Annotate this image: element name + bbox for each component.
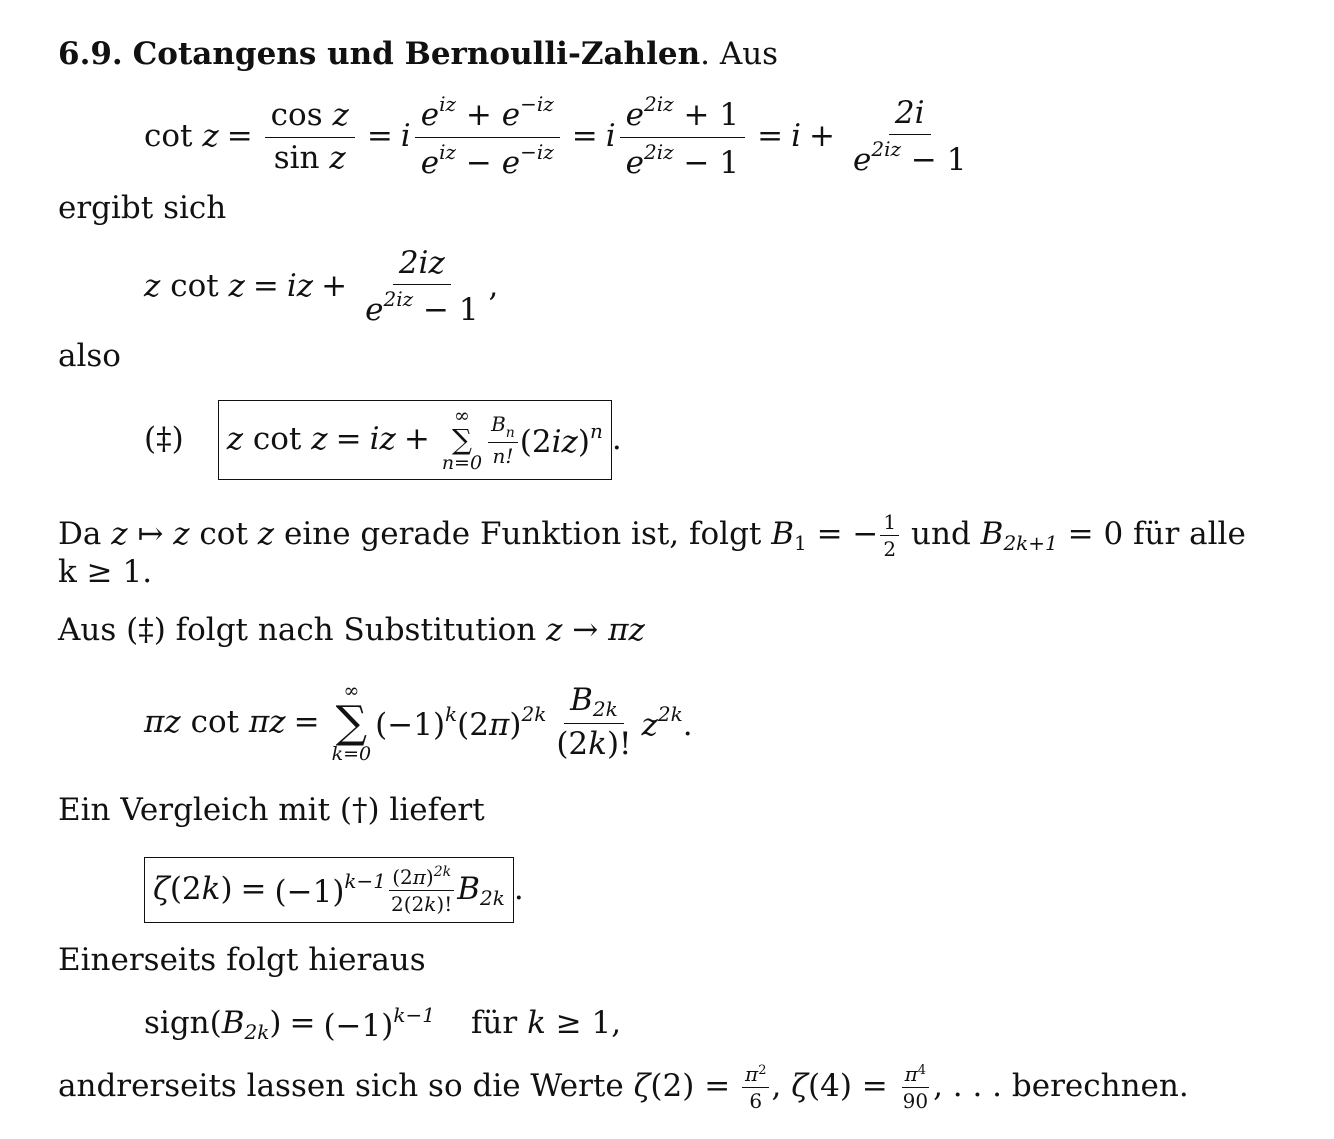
paragraph-comparison: Ein Vergleich mit (†) liefert	[58, 792, 485, 828]
paragraph-einerseits: Einerseits folgt hieraus	[58, 942, 426, 978]
eq1-lhs: cot z	[144, 118, 219, 155]
eq5-coeff: $\frac{(2\pi)^{2k}}{2(2k)!}$	[391, 864, 453, 916]
eq3-sum: ∞ ∑ n=0	[441, 405, 483, 474]
equation-z-cot-z: z cot z = iz + $\frac{2iz}{e^{2iz} - 1}$ ,	[144, 244, 499, 328]
section-number: 6.9.	[58, 36, 123, 72]
equation-zeta-2k: ζ(2k) = $(-1)^{k-1}$ $\frac{(2\pi)^{2k}}{2(2k)!}$ $B_{2k}$ .	[144, 852, 524, 928]
eq3-label: (‡)	[144, 421, 184, 458]
equation-sign: $sign(B_{2k})$ = $(-1)^{k-1}$ für k ≥ 1,	[144, 1002, 622, 1044]
text-ergibt-sich: ergibt sich	[58, 190, 227, 226]
section-heading-line	[58, 36, 778, 73]
eq5-boxed-formula: ζ(2k) = $(-1)^{k-1}$ $\frac{(2\pi)^{2k}}{2(2k)!}$ $B_{2k}$	[144, 857, 514, 923]
equation-cot-identity: cot z = $\frac{\text{cos z}}{\text{sin z}}$ = i $\frac{e^{iz} + e^{-iz}}{e^{iz} - e^{-iz}}$ = i $\frac{e^{2iz} + 1}{e^{2iz} - 1}$ = i + $\frac{2i}{e^{2iz} - 1}$	[144, 92, 976, 182]
eq3-coeff: $\frac{B_n}{n!}$	[488, 412, 518, 469]
paragraph-even-function: Da z ↦ z cot z eine gerade Funktion ist, folgt $B_1$ = − $\frac{1}{2}$ und $B_{2k+1} = 0$ für alle	[58, 510, 1246, 561]
equation-pi-z-cot: πz cot πz = ∞ ∑ k=0 $(-1)^k(2\pi)^{2k}$ $\frac{B_{2k}}{(2k)!}$ $z^{2k}$.	[144, 680, 693, 765]
eq4-frac: $\frac{B_{2k}}{(2k)!}$	[556, 682, 632, 763]
text-also: also	[58, 338, 121, 374]
paragraph-even-function-line2: k ≥ 1.	[58, 554, 153, 590]
eq4-sum: ∞ ∑ k=0	[331, 680, 372, 765]
eq1-frac-exp2: $\frac{e^{2iz} + 1}{e^{2iz} - 1}$	[620, 92, 745, 181]
section-title: Cotangens und Bernoulli-Zahlen	[132, 36, 701, 72]
section-intro: . Aus	[700, 36, 779, 72]
eq3-boxed-formula: z cot z = iz + ∞ ∑ n=0 $\frac{B_n}{n!}$ $(2iz)^n$	[218, 400, 612, 480]
paragraph-andrerseits: andrerseits lassen sich so die Werte ζ(2) = $\frac{\pi^2}{6}$ , ζ(4) = $\frac{\pi^4}{90}$ , . . . berechnen.	[58, 1062, 1189, 1113]
eq1-frac-exp: $\frac{e^{iz} + e^{-iz}}{e^{iz} - e^{-iz}}$	[415, 92, 560, 181]
eq1-frac-final: $\frac{2i}{e^{2iz} - 1}$	[853, 94, 967, 178]
paragraph-substitution: Aus (‡) folgt nach Substitution z → πz	[58, 612, 645, 648]
equation-double-dagger: (‡) z cot z = iz + ∞ ∑ n=0 $\frac{B_n}{n!}$ $(2iz)^n$ .	[144, 390, 622, 490]
eq1-frac-cos-sin: $\frac{\text{cos z}}{\text{sin z}}$	[265, 97, 355, 176]
eq2-frac: $\frac{2iz}{e^{2iz} - 1}$	[365, 244, 479, 328]
